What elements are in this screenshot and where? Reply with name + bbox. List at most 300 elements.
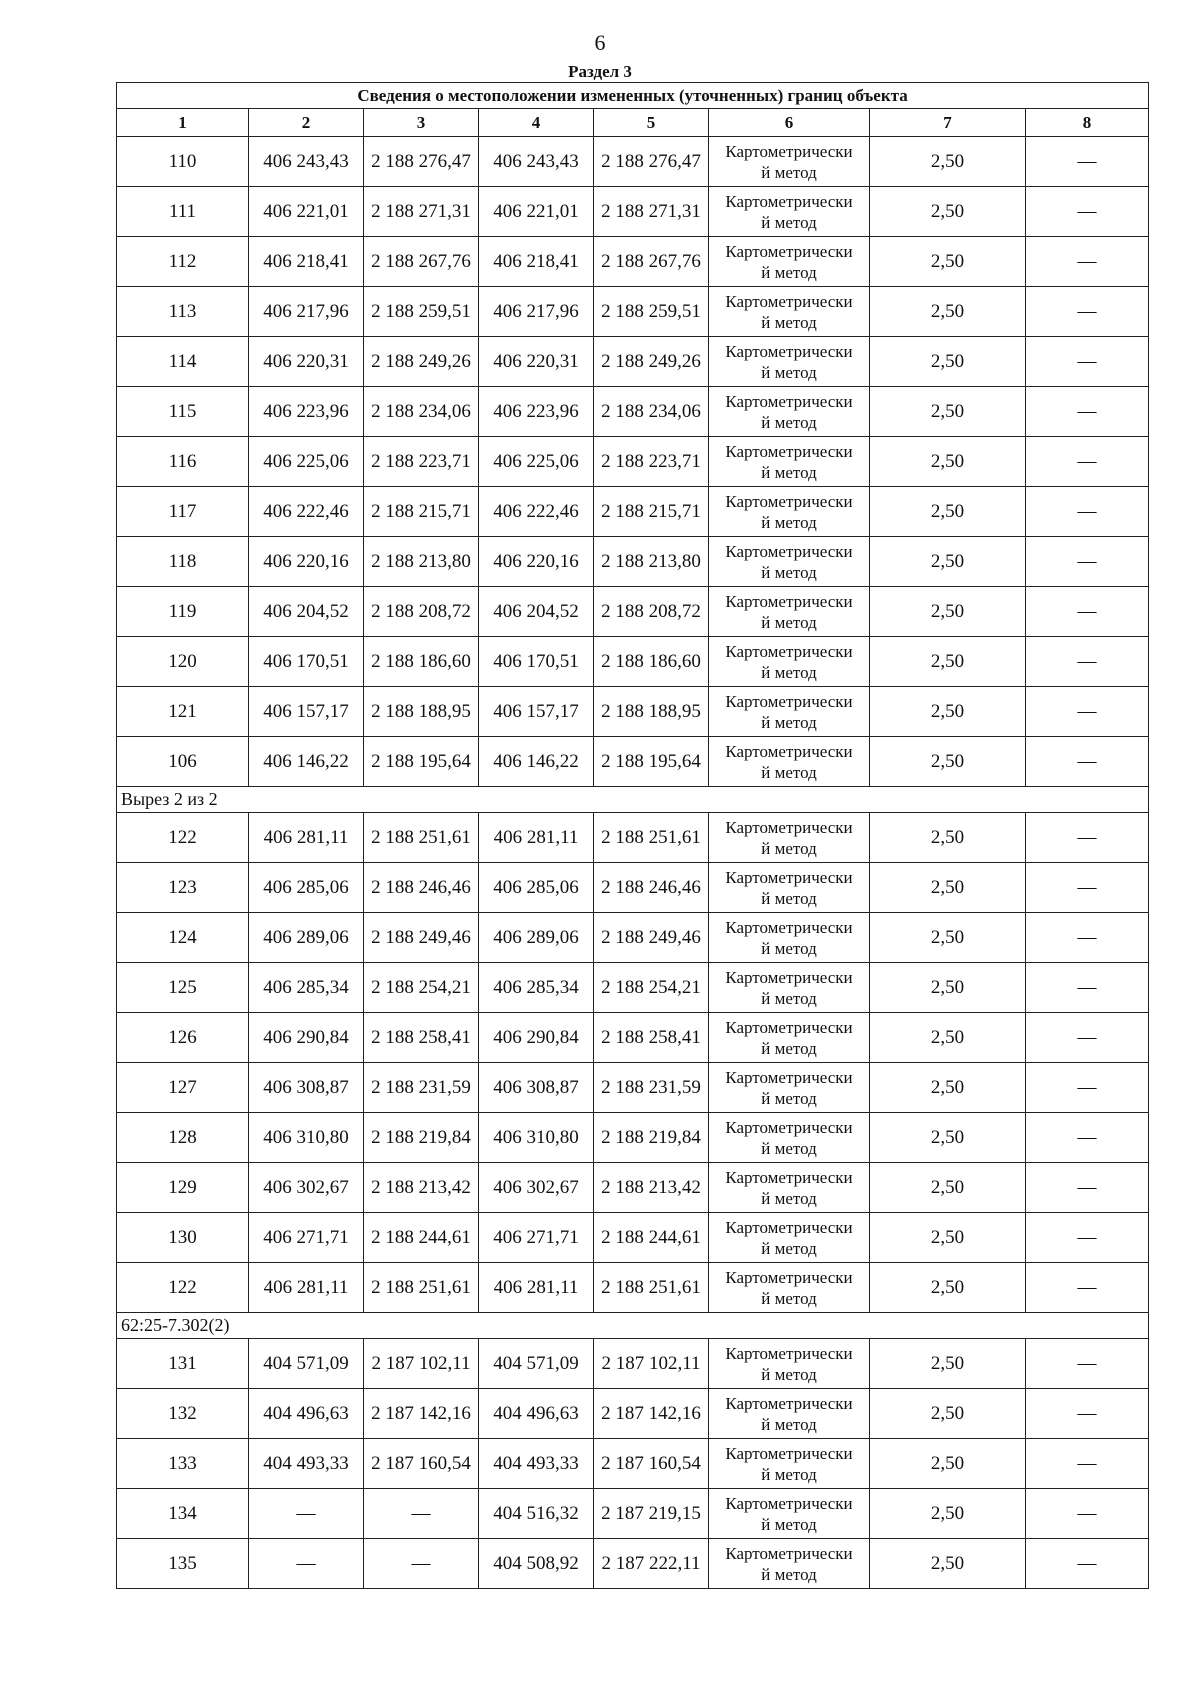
point-number-cell: 122 [117,1263,249,1313]
y-existing-cell: 2 188 208,72 [364,587,479,637]
point-number-cell: 106 [117,737,249,787]
point-number-cell: 134 [117,1489,249,1539]
method-line-1: Картометрически [725,1067,853,1087]
y-existing-cell: 2 188 258,41 [364,1013,479,1063]
method-cell [709,187,870,237]
method-cell [709,487,870,537]
column-header: 8 [1026,109,1149,137]
method-line-1: Картометрически [725,917,853,937]
x-existing-cell: 406 218,41 [249,237,364,287]
table-row [117,1013,1149,1063]
point-number-cell: 120 [117,637,249,687]
method-line-2: й метод [761,362,817,382]
y-new-cell: 2 187 219,15 [594,1489,709,1539]
description-cell: — [1026,237,1149,287]
method-line-2: й метод [761,938,817,958]
method-line-2: й метод [761,838,817,858]
x-existing-cell: 406 221,01 [249,187,364,237]
description-cell: — [1026,1539,1149,1589]
method-cell [709,637,870,687]
x-new-cell: 406 222,46 [479,487,594,537]
y-existing-cell: 2 188 276,47 [364,137,479,187]
y-existing-cell: 2 188 251,61 [364,1263,479,1313]
method-line-1: Картометрически [725,141,853,161]
y-new-cell: 2 187 222,11 [594,1539,709,1589]
x-new-cell: 406 218,41 [479,237,594,287]
method-line-2: й метод [761,662,817,682]
x-existing-cell: 406 271,71 [249,1213,364,1263]
description-cell: — [1026,487,1149,537]
x-existing-cell: 406 146,22 [249,737,364,787]
method-cell [709,237,870,287]
x-new-cell: 406 157,17 [479,687,594,737]
point-number-cell: 133 [117,1439,249,1489]
method-line-2: й метод [761,1288,817,1308]
method-line-2: й метод [761,512,817,532]
method-line-1: Картометрически [725,441,853,461]
x-new-cell: 406 220,16 [479,537,594,587]
method-line-2: й метод [761,412,817,432]
table-row [117,1539,1149,1589]
point-number-cell: 132 [117,1389,249,1439]
description-cell: — [1026,637,1149,687]
table-row [117,487,1149,537]
y-existing-cell: — [364,1489,479,1539]
x-existing-cell: 404 571,09 [249,1339,364,1389]
x-existing-cell: — [249,1539,364,1589]
description-cell: — [1026,187,1149,237]
table-row [117,387,1149,437]
description-cell: — [1026,537,1149,587]
y-new-cell: 2 188 231,59 [594,1063,709,1113]
method-cell [709,963,870,1013]
x-new-cell: 406 302,67 [479,1163,594,1213]
y-new-cell: 2 188 267,76 [594,237,709,287]
point-number-cell: 135 [117,1539,249,1589]
method-line-1: Картометрически [725,541,853,561]
description-cell: — [1026,1013,1149,1063]
point-number-cell: 126 [117,1013,249,1063]
y-new-cell: 2 188 251,61 [594,813,709,863]
x-new-cell: 404 496,63 [479,1389,594,1439]
x-existing-cell: — [249,1489,364,1539]
point-number-cell: 118 [117,537,249,587]
accuracy-cell: 2,50 [870,737,1026,787]
method-cell [709,1539,870,1589]
method-line-2: й метод [761,1188,817,1208]
table-row [117,1489,1149,1539]
method-line-1: Картометрически [725,1543,853,1563]
x-existing-cell: 406 222,46 [249,487,364,537]
y-existing-cell: 2 188 267,76 [364,237,479,287]
accuracy-cell: 2,50 [870,587,1026,637]
table-row [117,1113,1149,1163]
y-existing-cell: 2 187 102,11 [364,1339,479,1389]
y-new-cell: 2 188 186,60 [594,637,709,687]
table-row [117,1339,1149,1389]
x-existing-cell: 406 220,31 [249,337,364,387]
point-number-cell: 113 [117,287,249,337]
accuracy-cell: 2,50 [870,913,1026,963]
y-existing-cell: 2 188 213,42 [364,1163,479,1213]
x-existing-cell: 406 285,06 [249,863,364,913]
method-cell [709,387,870,437]
method-line-1: Картометрически [725,1217,853,1237]
method-cell [709,137,870,187]
section-title: Раздел 3 [568,62,632,81]
y-new-cell: 2 188 244,61 [594,1213,709,1263]
y-existing-cell: 2 188 215,71 [364,487,479,537]
method-line-1: Картометрически [725,191,853,211]
x-new-cell: 406 285,06 [479,863,594,913]
table-subheader-row [117,787,1149,813]
accuracy-cell: 2,50 [870,963,1026,1013]
y-existing-cell: 2 188 254,21 [364,963,479,1013]
y-existing-cell: 2 188 213,80 [364,537,479,587]
method-cell [709,287,870,337]
point-number-cell: 110 [117,137,249,187]
y-existing-cell: 2 188 249,26 [364,337,479,387]
accuracy-cell: 2,50 [870,1113,1026,1163]
accuracy-cell: 2,50 [870,387,1026,437]
accuracy-cell: 2,50 [870,813,1026,863]
table-row [117,813,1149,863]
y-new-cell: 2 188 249,46 [594,913,709,963]
method-line-1: Картометрически [725,491,853,511]
boundaries-table [116,82,1149,1589]
x-existing-cell: 406 220,16 [249,537,364,587]
y-existing-cell: — [364,1539,479,1589]
table-row [117,637,1149,687]
x-new-cell: 406 223,96 [479,387,594,437]
method-line-2: й метод [761,712,817,732]
table-row [117,337,1149,387]
accuracy-cell: 2,50 [870,337,1026,387]
point-number-cell: 130 [117,1213,249,1263]
method-cell [709,537,870,587]
x-new-cell: 406 225,06 [479,437,594,487]
y-existing-cell: 2 188 249,46 [364,913,479,963]
method-line-1: Картометрически [725,1493,853,1513]
method-line-2: й метод [761,462,817,482]
method-line-2: й метод [761,612,817,632]
method-line-2: й метод [761,162,817,182]
description-cell: — [1026,587,1149,637]
method-line-2: й метод [761,888,817,908]
y-new-cell: 2 188 249,26 [594,337,709,387]
x-existing-cell: 406 170,51 [249,637,364,687]
y-existing-cell: 2 188 259,51 [364,287,479,337]
y-existing-cell: 2 188 231,59 [364,1063,479,1113]
method-line-1: Картометрически [725,1393,853,1413]
x-new-cell: 406 290,84 [479,1013,594,1063]
point-number-cell: 117 [117,487,249,537]
subheader-label: Вырез 2 из 2 [117,787,1149,813]
x-new-cell: 406 204,52 [479,587,594,637]
x-existing-cell: 406 281,11 [249,813,364,863]
method-cell [709,1489,870,1539]
table-caption: Сведения о местоположении измененных (уточненных) границ объекта [117,83,1149,109]
method-line-1: Картометрически [725,867,853,887]
accuracy-cell: 2,50 [870,1339,1026,1389]
method-line-2: й метод [761,262,817,282]
description-cell: — [1026,863,1149,913]
method-line-2: й метод [761,562,817,582]
table-body [117,137,1149,1589]
method-cell [709,1013,870,1063]
point-number-cell: 121 [117,687,249,737]
description-cell: — [1026,287,1149,337]
x-new-cell: 406 243,43 [479,137,594,187]
point-number-cell: 128 [117,1113,249,1163]
method-cell [709,1063,870,1113]
x-new-cell: 406 281,11 [479,813,594,863]
method-line-1: Картометрически [725,391,853,411]
accuracy-cell: 2,50 [870,1163,1026,1213]
y-new-cell: 2 188 246,46 [594,863,709,913]
accuracy-cell: 2,50 [870,487,1026,537]
method-line-1: Картометрически [725,1167,853,1187]
y-existing-cell: 2 188 251,61 [364,813,479,863]
table-subheader-row [117,1313,1149,1339]
x-existing-cell: 406 204,52 [249,587,364,637]
description-cell: — [1026,337,1149,387]
method-line-2: й метод [761,1088,817,1108]
description-cell: — [1026,1163,1149,1213]
method-cell [709,737,870,787]
method-line-2: й метод [761,1364,817,1384]
y-new-cell: 2 188 223,71 [594,437,709,487]
y-existing-cell: 2 188 223,71 [364,437,479,487]
description-cell: — [1026,387,1149,437]
y-new-cell: 2 188 219,84 [594,1113,709,1163]
method-line-2: й метод [761,1414,817,1434]
point-number-cell: 124 [117,913,249,963]
method-cell [709,1263,870,1313]
description-cell: — [1026,1439,1149,1489]
column-header: 1 [117,109,249,137]
x-existing-cell: 406 157,17 [249,687,364,737]
table-row [117,537,1149,587]
method-line-2: й метод [761,1238,817,1258]
method-cell [709,1113,870,1163]
y-new-cell: 2 188 213,80 [594,537,709,587]
description-cell: — [1026,963,1149,1013]
y-new-cell: 2 187 160,54 [594,1439,709,1489]
description-cell: — [1026,1113,1149,1163]
x-new-cell: 404 508,92 [479,1539,594,1589]
table-row [117,913,1149,963]
table-row [117,287,1149,337]
accuracy-cell: 2,50 [870,687,1026,737]
method-cell [709,1439,870,1489]
point-number-cell: 131 [117,1339,249,1389]
table-row [117,1389,1149,1439]
x-new-cell: 404 493,33 [479,1439,594,1489]
method-line-1: Картометрически [725,641,853,661]
y-new-cell: 2 188 276,47 [594,137,709,187]
x-new-cell: 406 310,80 [479,1113,594,1163]
method-line-1: Картометрически [725,341,853,361]
x-existing-cell: 406 217,96 [249,287,364,337]
description-cell: — [1026,1063,1149,1113]
x-existing-cell: 404 493,33 [249,1439,364,1489]
point-number-cell: 119 [117,587,249,637]
method-line-2: й метод [761,1514,817,1534]
method-line-2: й метод [761,212,817,232]
method-line-1: Картометрически [725,1117,853,1137]
x-existing-cell: 406 243,43 [249,137,364,187]
point-number-cell: 111 [117,187,249,237]
method-line-1: Картометрически [725,1017,853,1037]
x-new-cell: 406 289,06 [479,913,594,963]
table-row [117,963,1149,1013]
y-new-cell: 2 187 142,16 [594,1389,709,1439]
y-new-cell: 2 188 254,21 [594,963,709,1013]
y-existing-cell: 2 188 244,61 [364,1213,479,1263]
y-new-cell: 2 188 215,71 [594,487,709,537]
x-new-cell: 406 146,22 [479,737,594,787]
method-line-1: Картометрически [725,817,853,837]
x-new-cell: 406 308,87 [479,1063,594,1113]
point-number-cell: 123 [117,863,249,913]
point-number-cell: 125 [117,963,249,1013]
description-cell: — [1026,437,1149,487]
description-cell: — [1026,1213,1149,1263]
x-existing-cell: 406 308,87 [249,1063,364,1113]
y-existing-cell: 2 188 195,64 [364,737,479,787]
y-new-cell: 2 188 188,95 [594,687,709,737]
x-existing-cell: 406 289,06 [249,913,364,963]
y-new-cell: 2 188 208,72 [594,587,709,637]
point-number-cell: 112 [117,237,249,287]
table-row [117,237,1149,287]
table-row [117,1063,1149,1113]
method-line-1: Картометрически [725,591,853,611]
x-new-cell: 404 516,32 [479,1489,594,1539]
table-row [117,687,1149,737]
x-existing-cell: 406 290,84 [249,1013,364,1063]
y-existing-cell: 2 187 160,54 [364,1439,479,1489]
x-new-cell: 406 170,51 [479,637,594,687]
method-cell [709,1339,870,1389]
method-line-2: й метод [761,762,817,782]
column-header: 4 [479,109,594,137]
y-new-cell: 2 188 213,42 [594,1163,709,1213]
x-existing-cell: 406 225,06 [249,437,364,487]
accuracy-cell: 2,50 [870,1389,1026,1439]
table-row [117,437,1149,487]
column-header: 6 [709,109,870,137]
page-number: 6 [594,30,606,55]
method-line-1: Картометрически [725,241,853,261]
method-line-2: й метод [761,1038,817,1058]
y-new-cell: 2 188 258,41 [594,1013,709,1063]
point-number-cell: 114 [117,337,249,387]
y-new-cell: 2 188 271,31 [594,187,709,237]
method-cell [709,1163,870,1213]
column-header: 2 [249,109,364,137]
table-row [117,1213,1149,1263]
x-existing-cell: 404 496,63 [249,1389,364,1439]
point-number-cell: 127 [117,1063,249,1113]
accuracy-cell: 2,50 [870,1013,1026,1063]
method-line-1: Картометрически [725,741,853,761]
method-line-1: Картометрически [725,691,853,711]
method-cell [709,337,870,387]
y-existing-cell: 2 188 234,06 [364,387,479,437]
x-new-cell: 406 220,31 [479,337,594,387]
point-number-cell: 115 [117,387,249,437]
accuracy-cell: 2,50 [870,237,1026,287]
method-line-2: й метод [761,1138,817,1158]
description-cell: — [1026,1263,1149,1313]
description-cell: — [1026,913,1149,963]
table-row [117,737,1149,787]
y-existing-cell: 2 188 246,46 [364,863,479,913]
x-existing-cell: 406 310,80 [249,1113,364,1163]
method-cell [709,913,870,963]
method-line-2: й метод [761,1464,817,1484]
description-cell: — [1026,813,1149,863]
y-new-cell: 2 188 259,51 [594,287,709,337]
x-existing-cell: 406 285,34 [249,963,364,1013]
description-cell: — [1026,1489,1149,1539]
table-row [117,1263,1149,1313]
y-new-cell: 2 188 251,61 [594,1263,709,1313]
method-cell [709,437,870,487]
description-cell: — [1026,1339,1149,1389]
method-cell [709,863,870,913]
accuracy-cell: 2,50 [870,1263,1026,1313]
accuracy-cell: 2,50 [870,1213,1026,1263]
y-existing-cell: 2 188 271,31 [364,187,479,237]
accuracy-cell: 2,50 [870,1063,1026,1113]
accuracy-cell: 2,50 [870,1439,1026,1489]
accuracy-cell: 2,50 [870,1539,1026,1589]
table-row [117,1439,1149,1489]
accuracy-cell: 2,50 [870,537,1026,587]
y-existing-cell: 2 187 142,16 [364,1389,479,1439]
table-row [117,587,1149,637]
x-new-cell: 404 571,09 [479,1339,594,1389]
description-cell: — [1026,137,1149,187]
x-existing-cell: 406 223,96 [249,387,364,437]
description-cell: — [1026,687,1149,737]
y-new-cell: 2 188 195,64 [594,737,709,787]
accuracy-cell: 2,50 [870,137,1026,187]
method-cell [709,813,870,863]
accuracy-cell: 2,50 [870,637,1026,687]
method-line-1: Картометрически [725,1343,853,1363]
column-header: 7 [870,109,1026,137]
method-cell [709,687,870,737]
column-number-row [117,109,1149,137]
method-cell [709,1213,870,1263]
point-number-cell: 116 [117,437,249,487]
method-line-1: Картометрически [725,1443,853,1463]
y-existing-cell: 2 188 219,84 [364,1113,479,1163]
x-new-cell: 406 217,96 [479,287,594,337]
method-line-1: Картометрически [725,1267,853,1287]
point-number-cell: 122 [117,813,249,863]
table-row [117,863,1149,913]
x-existing-cell: 406 302,67 [249,1163,364,1213]
x-existing-cell: 406 281,11 [249,1263,364,1313]
y-existing-cell: 2 188 188,95 [364,687,479,737]
accuracy-cell: 2,50 [870,187,1026,237]
y-new-cell: 2 187 102,11 [594,1339,709,1389]
